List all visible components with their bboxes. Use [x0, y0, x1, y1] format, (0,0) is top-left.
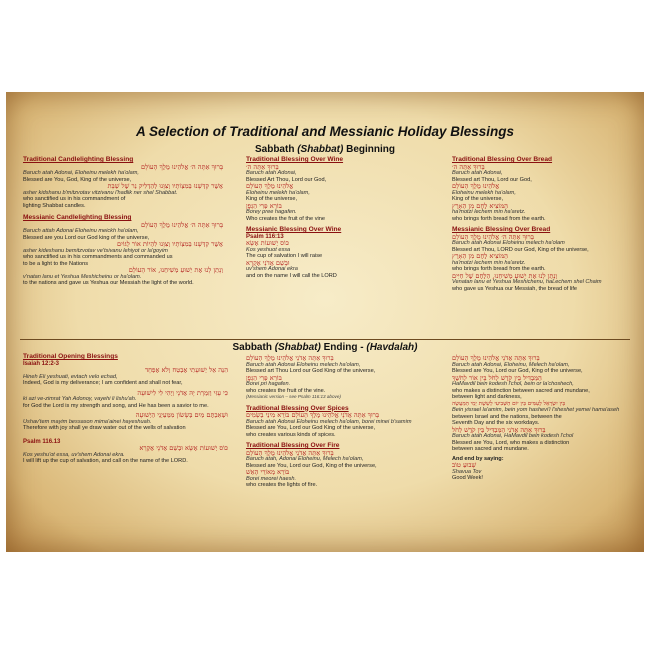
- section-text: Sabbath: [232, 342, 275, 353]
- english-line: Blessed are You, Lord, who makes a distinction: [452, 439, 570, 446]
- hebrew-line: וְנָתַן לָנוּ אֶת יֵשׁוּעַ מְשִׁיחֵנוּ, הַלֶּחֶם שֶׁל חַיִּים: [452, 271, 558, 280]
- column-3-ending: [452, 351, 634, 482]
- transliteration: Baruch atah Adonai Eloheinu melech ha'olam, borei minei b'samim: [246, 418, 412, 425]
- english-line: lighting Shabbat candles.: [23, 202, 86, 209]
- english-line: who brings forth bread from the earth.: [452, 266, 546, 272]
- column-2-beginning: [246, 154, 431, 279]
- english-line: Indeed, God is my deliverance; I am confident and shall not fear,: [23, 380, 183, 386]
- hebrew-line: אֱלֹהֵינוּ מֶלֶךְ הָעוֹלָם: [452, 182, 500, 190]
- english-line: between light and darkness,: [452, 394, 522, 400]
- section-divider: [20, 339, 630, 340]
- hebrew-line: בָּרוּךְ אַתָּה ה׳: [452, 162, 485, 171]
- english-line: who creates the lights of fire.: [246, 482, 318, 488]
- english-line: who sanctified us in his commandments and commanded us: [23, 254, 173, 260]
- column-1-beginning: [23, 154, 223, 287]
- hebrew-line: אֲשֶׁר קִדְּשָׁנוּ בְּמִצְוֹתָיו וְצִוָּנוּ לִהְיוֹת אוֹר לַגּוֹיִם: [117, 240, 223, 248]
- hebrew-line: בּוֹרֵא מְאוֹרֵי הָאֵשׁ: [246, 468, 290, 476]
- english-line: between Israel and the nations, between the: [452, 413, 562, 420]
- transliteration: HaMavdil bein kodesh l'chol, bein or la'choshech,: [452, 381, 574, 387]
- closing-instruction: And end by saying:: [452, 455, 504, 462]
- transliteration: Baruch atah, Adonai Eloheinu, Melech ha'olam,: [246, 456, 364, 462]
- english-line: for God the Lord is my strength and song, and He has been a savior to me.: [23, 402, 209, 409]
- transliteration: Borey pree hagafen.: [246, 209, 297, 215]
- english-line: Blessed are You, God, King of the universe,: [23, 176, 132, 183]
- transliteration: uv'shem Adonai ekra: [246, 266, 298, 272]
- hebrew-line: בָּרוּךְ אַתָּה ה׳ אֱלֹהֵינוּ מֶלֶךְ הָעוֹלָם: [141, 162, 223, 171]
- hebrew-line: בָּרוּךְ אַתָּה ה׳ אֱלֹהֵינוּ מֶלֶךְ הָעוֹלָם: [141, 220, 223, 229]
- hebrew-line: וּשְׁאַבְתֶּם מַיִם בְּשָׂשׂוֹן מִמַּעַיְנֵי הַיְשׁוּעָה: [135, 411, 228, 419]
- section-text-italic: (Havdalah): [366, 342, 418, 353]
- english-line: Good Week!: [452, 475, 483, 481]
- blessing-heading: Traditional Blessing Over Wine: [246, 156, 344, 163]
- hebrew-line: הַמּוֹצִיא לֶחֶם מִן הָאָרֶץ: [452, 252, 508, 260]
- blessing-heading: Traditional Blessing Over Fire: [246, 442, 340, 449]
- transliteration: asher kideshanu bemitzvotav ve'tsivanu lehiyot or la'goyim: [23, 247, 168, 254]
- english-line: and on the name I will call the LORD: [246, 272, 337, 279]
- column-2-ending: [246, 351, 446, 489]
- transliteration: Baruch atah Adonai,: [246, 170, 297, 176]
- transliteration: asher kidshanu b'mitzvotav vitzivanu l'hadlik ner shel Shabbat.: [23, 189, 178, 196]
- hebrew-line: כִּי עָזִּי וְזִמְרָת יָהּ אֲדֹנָי וַיְהִי לִי לִישׁוּעָה: [137, 388, 228, 397]
- transliteration: Baruch atah Adonai, Eloheinu, Melech ha'olam,: [452, 361, 570, 368]
- english-line: who brings forth bread from the earth.: [452, 215, 546, 222]
- hebrew-line: בָּרוּךְ אַתָּה אֲדֹנָי אֱלֹהֵינוּ מֶלֶךְ הָעוֹלָם: [246, 448, 334, 457]
- english-line: Blessed are You, Lord our God, King of the universe,: [452, 368, 583, 374]
- hebrew-line: הַמּוֹצִיא לֶחֶם מִן הָאָרֶץ: [452, 201, 508, 210]
- section-text: Beginning: [343, 144, 395, 155]
- scripture-reference: Psalm 116:13: [246, 233, 284, 240]
- blessing-heading: Messianic Candlelighting Blessing: [23, 214, 132, 221]
- blessing-heading: Traditional Opening Blessings: [23, 353, 118, 360]
- english-line: King of the universe,: [452, 196, 503, 202]
- section-text-italic: (Shabbat): [274, 342, 321, 353]
- section-text-italic: (Shabbat): [297, 144, 344, 155]
- english-line: Who creates the fruit of the vine: [246, 215, 325, 222]
- hebrew-line: בּוֹרֵא פְּרִי הַגָּפֶן: [246, 373, 282, 382]
- hebrew-line: בָּרוּךְ אַתָּה ה׳: [246, 162, 279, 171]
- blessing-heading: Traditional Blessing Over Spices: [246, 404, 349, 412]
- english-line: Blessed are You, Lord our God King of the universe,: [246, 425, 376, 431]
- english-line: who creates the fruit of the vine.: [246, 387, 326, 394]
- hebrew-line: בָּרוּךְ אַתָּה אֲדֹנָי אֱלֹהֵינוּ מֶלֶךְ הָעוֹלָם בּוֹרֵא מִינֵי בְשָׂמִים: [246, 411, 380, 419]
- hebrew-line: בָּרוּךְ אַתָּה אֲדֹנָי הַמַּבְדִּיל בֵּין קֹדֶשׁ לְחֹל: [452, 425, 546, 434]
- transliteration: Borei meorei haesh.: [246, 475, 297, 482]
- transliteration: ha'motzi lechem min ha'aretz.: [452, 259, 526, 266]
- hebrew-line: בָּרוּךְ אַתָּה אֲדֹנָי אֱלֹהֵינוּ מֶלֶךְ הָעוֹלָם: [246, 354, 334, 362]
- english-line: The cup of salvation I will raise: [246, 253, 323, 259]
- section-text: Sabbath: [254, 144, 298, 155]
- hebrew-line: בָּרוּךְ אַתָּה ה׳ אֱלֹהֵינוּ מֶלֶךְ הָעוֹלָם: [452, 232, 534, 241]
- hebrew-line: בּוֹרֵא פְּרִי הַגָּפֶן: [246, 201, 282, 210]
- transliteration: Baruch atah Adonai, HaMavdil bein kodesh l'chol: [452, 433, 574, 439]
- transliteration: Shavua Tov: [452, 468, 482, 475]
- hebrew-line: הַמַּבְדִּיל בֵּין קֹדֶשׁ לְחֹל בֵּין אוֹר לְחֹשֶׁךְ: [452, 373, 542, 382]
- hebrew-line: שָׁבוּעַ טוֹב: [452, 461, 477, 469]
- transliteration: Ushav'tem mayim bessason mima'ainei hayeshuah.: [23, 418, 152, 425]
- transliteration: Hineh Eli yeshuati, evtach velo echad,: [23, 373, 118, 380]
- transliteration: Baruch atah Adonai, Eloheinu melekh ha'olam,: [23, 170, 139, 176]
- english-line: who creates various kinds of spices.: [246, 431, 336, 438]
- transliteration: Bein yisrael la'amim, bein yom hashevi'i l'sheshet yemei hama'aseh: [452, 407, 620, 413]
- english-line: Blessed are You, Lord our God, King of the universe,: [246, 462, 377, 469]
- english-line: Blessed are you Lord our God king of the universe,: [23, 234, 150, 241]
- english-line: to be a light to the Nations: [23, 260, 88, 267]
- hebrew-line: בָּרוּךְ אַתָּה אֲדֹנָי אֱלֹהֵינוּ מֶלֶךְ הָעוֹלָם: [452, 354, 540, 362]
- english-line: Blessed Art Thou, Lord our God,: [246, 176, 327, 183]
- scripture-reference: Isaiah 12:2-3: [23, 360, 60, 367]
- hebrew-line: וְנָתַן לָנוּ אֶת יֵשׁוּעַ מְשִׁיחֵנוּ, אוֹר הָעוֹלָם: [128, 266, 223, 274]
- english-line: Seventh Day and the six workdays.: [452, 420, 540, 426]
- english-line: to the nations and gave us Yeshua our Messiah the light of the world.: [23, 280, 194, 286]
- note: (Messianic version – see Psalm 116:13 above): [246, 394, 341, 399]
- transliteration: Eloheinu melekh ha'olam,: [452, 189, 516, 196]
- transliteration: Kos yeshuot essa: [246, 246, 291, 253]
- blessing-heading: Messianic Blessing Over Bread: [452, 226, 551, 233]
- english-line: Blessed art Thou, Lord our God,: [452, 176, 532, 183]
- column-3-beginning: [452, 154, 632, 292]
- transliteration: Baruch attah Adonai Eloheinu meickh ha'olam,: [23, 228, 139, 234]
- transliteration: Venatan lanu et Yeshua Meshichenu, haLechem shel Chaim: [452, 279, 602, 285]
- transliteration: Kos yeshu'ot essa, uv'shem Adonai ekra.: [23, 451, 125, 458]
- hebrew-line: כּוֹס יְשׁוּעוֹת אֶשָּׂא וּבְשֵׁם אֲדֹנָי אֶקְרָא: [139, 444, 228, 452]
- transliteration: ha'motzi lechem min ha'aretz.: [452, 209, 526, 215]
- transliteration: Baruch atah Adonai Eloheinu melech ha'olam: [452, 240, 565, 246]
- hebrew-line: אֱלֹהֵינוּ מֶלֶךְ הָעוֹלָם: [246, 182, 294, 190]
- blessing-heading: Messianic Blessing Over Wine: [246, 226, 342, 233]
- hebrew-line: כּוֹס יְשׁוּעוֹת אֶשָּׂא: [246, 239, 289, 247]
- english-line: Blessed art Thou, LORD our God, King of the universe,: [452, 246, 589, 253]
- hebrew-line: בֵּין יִשְׂרָאֵל לָעַמִּים בֵּין יוֹם הַשְּׁבִיעִי לְשֵׁשֶׁת יְמֵי הַמַּעֲשֶׂה: [452, 400, 566, 407]
- transliteration: Baruch atah Adonai,: [452, 170, 503, 176]
- english-line: I will lift up the cup of salvation, and call on the name of the LORD.: [23, 458, 188, 464]
- hebrew-line: וּבְשֵׁם אֲדֹנָי אֶקְרָא: [246, 258, 290, 267]
- section-text: Ending -: [320, 342, 367, 353]
- hebrew-line: אֲשֶׁר קִדְּשָׁנוּ בְּמִצְוֹתָיו וְצִוָּנוּ לְהַדְלִיק נֵר שֶׁל שַׁבָּת: [107, 182, 223, 190]
- english-line: King of the universe,: [246, 196, 297, 202]
- transliteration: v'natan lanu et Yeshua Meshicheinu or ha'olam.: [23, 273, 142, 280]
- english-line: who gave us Yeshua our Messiah, the bread of life: [452, 285, 578, 292]
- column-1-ending: [23, 351, 228, 465]
- english-line: Blessed art Thou Lord our God King of the universe,: [246, 368, 376, 374]
- blessing-heading: Traditional Candlelighting Blessing: [23, 156, 134, 163]
- transliteration: ki azi ve-zimrat Yah Adonoy, vayehi li lishu'ah.: [23, 396, 137, 402]
- transliteration: Baruch atah Adonai Eloheinu melech ha'olam,: [246, 361, 361, 368]
- english-line: who makes a distinction between sacred and mundane,: [452, 387, 590, 394]
- transliteration: Eloheinu melekh ha'olam,: [246, 189, 310, 196]
- english-line: who sanctified us in his commandment of: [23, 196, 126, 202]
- page-title: A Selection of Traditional and Messianic Holiday Blessings: [135, 124, 515, 139]
- parchment-poster: [6, 92, 644, 552]
- blessing-heading: Traditional Blessing Over Bread: [452, 156, 553, 163]
- transliteration: Borei pri hagafen.: [246, 381, 291, 387]
- scripture-reference: Psalm 116.13: [23, 438, 61, 445]
- english-line: Therefore with joy shall ye draw water out of the wells of salvation: [23, 425, 186, 431]
- english-line: between sacred and mundane.: [452, 446, 529, 452]
- hebrew-line: הִנֵּה אֵל יְשׁוּעָתִי אֶבְטַח וְלֹא אֶפְחָד: [144, 366, 228, 374]
